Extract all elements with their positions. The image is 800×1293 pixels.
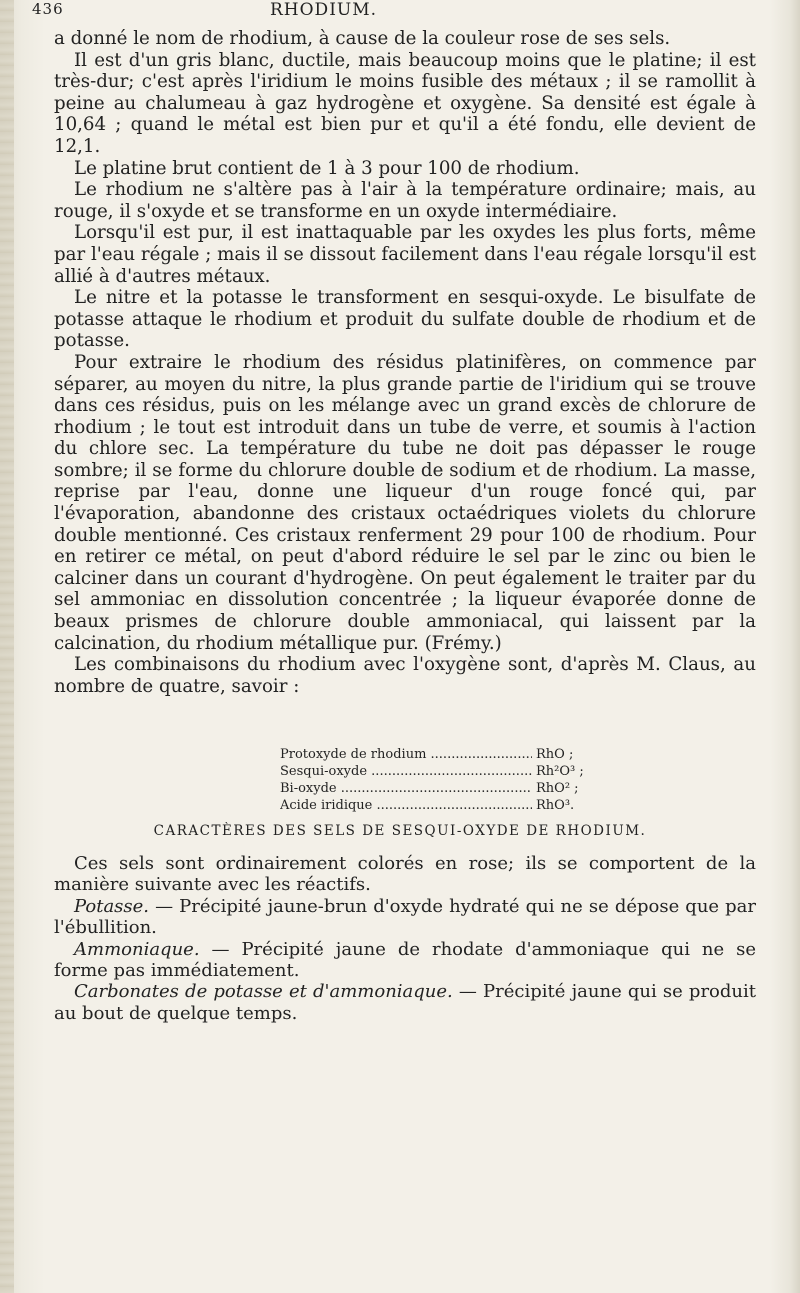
oxide-list bbox=[280, 746, 600, 814]
oxide-name: Acide iridique ..... bbox=[280, 797, 532, 814]
paragraph: Les combinaisons du rhodium avec l'oxygène sont, d'après M. Claus, au nombre de quatre, savoir : bbox=[54, 654, 756, 697]
reaction-item bbox=[54, 896, 756, 939]
reaction-item bbox=[54, 939, 756, 982]
reactions-intro: Ces sels sont ordinairement colorés en rose; ils se comportent de la manière suivante avec les réactifs. bbox=[54, 853, 756, 896]
reaction-text: — Précipité jaune qui se produit au bout de quelque temps. bbox=[54, 981, 756, 1024]
oxide-name: Sesqui-oxyde ..... bbox=[280, 763, 532, 780]
running-title: RHODIUM. bbox=[270, 0, 378, 20]
reaction-item bbox=[54, 981, 756, 1024]
reaction-text: — Précipité jaune de rhodate d'ammoniaque qui ne se forme pas immédiatement. bbox=[54, 938, 756, 982]
paragraph: Il est d'un gris blanc, ductile, mais beaucoup moins que le platine; il est très-dur; c'est après l'iridium le moins fusible des métaux ; il se ramollit à peine au chalumeau à gaz hydrogène et oxygène. Sa densité est égale à 10,64 ; quand le métal est bien pur et qu'il a été fondu, elle devient de 12,1. bbox=[54, 49, 756, 157]
reagent-name: Potasse. bbox=[74, 895, 150, 917]
oxide-row bbox=[280, 780, 600, 797]
page-number: 436 bbox=[32, 0, 64, 18]
oxide-row bbox=[280, 797, 600, 814]
paragraph: Le nitre et la potasse le transforment en sesqui-oxyde. Le bisulfate de potasse attaque le rhodium et produit du sulfate double de rhodium et de potasse. bbox=[54, 287, 756, 352]
section-heading: CARACTÈRES DES SELS DE SESQUI-OXYDE DE RHODIUM. bbox=[153, 823, 647, 839]
reagent-name: Ammoniaque. bbox=[74, 938, 200, 960]
oxide-formula: RhO² ; bbox=[536, 781, 579, 796]
oxide-formula: Rh²O³ ; bbox=[536, 764, 584, 779]
page-binding-edge bbox=[0, 0, 14, 1293]
reagent-name: Carbonates de potasse et d'ammoniaque. bbox=[74, 981, 453, 1003]
body-text bbox=[54, 28, 756, 697]
paragraph: Pour extraire le rhodium des résidus platinifères, on commence par séparer, au moyen du nitre, la plus grande partie de l'iridium qui se trouve dans ces résidus, puis on les mélange avec un grand excès de chlorure de rhodium ; le tout est introduit dans un tube de verre, et soumis à l'action du chlore sec. La température du tube ne doit pas dépasser le rouge sombre; il se forme du chlorure double de sodium et de rhodium. La masse, reprise par l'eau, donne une liqueur d'un rouge foncé qui, par l'évaporation, abandonne des cristaux octaédriques violets du chlorure double mentionné. Ces cristaux renferment 29 pour 100 de rhodium. Pour en retirer ce métal, on peut d'abord réduire le sel par le zinc ou bien le calciner dans un courant d'hydrogène. On peut également le traiter par du sel ammoniac en dissolution concentrée ; la liqueur évaporée donne de beaux prismes de chlorure double ammoniacal, qui laissent par la calcination, du rhodium métallique pur. (Frémy.) bbox=[54, 351, 756, 654]
running-header bbox=[32, 0, 772, 24]
oxide-row bbox=[280, 763, 600, 780]
oxide-name: Protoxyde de rhodium ..... bbox=[280, 746, 532, 763]
reaction-text: — Précipité jaune-brun d'oxyde hydraté qui ne se dépose que par l'ébullition. bbox=[54, 895, 756, 939]
paragraph: Lorsqu'il est pur, il est inattaquable par les oxydes les plus forts, même par l'eau régale ; mais il se dissout facilement dans l'eau régale lorsqu'il est allié à d'autres métaux. bbox=[54, 222, 756, 287]
reactions-section bbox=[54, 853, 756, 1024]
paragraph: Le rhodium ne s'altère pas à l'air à la température ordinaire; mais, au rouge, il s'oxyde et se transforme en un oxyde intermédiaire. bbox=[54, 179, 756, 222]
paragraph: Le platine brut contient de 1 à 3 pour 100 de rhodium. bbox=[74, 157, 580, 179]
oxide-formula: RhO ; bbox=[536, 747, 574, 762]
oxide-name: Bi-oxyde ..... bbox=[280, 780, 532, 797]
paragraph: a donné le nom de rhodium, à cause de la couleur rose de ses sels. bbox=[54, 28, 671, 49]
oxide-row bbox=[280, 746, 600, 763]
oxide-formula: RhO³. bbox=[536, 798, 575, 813]
